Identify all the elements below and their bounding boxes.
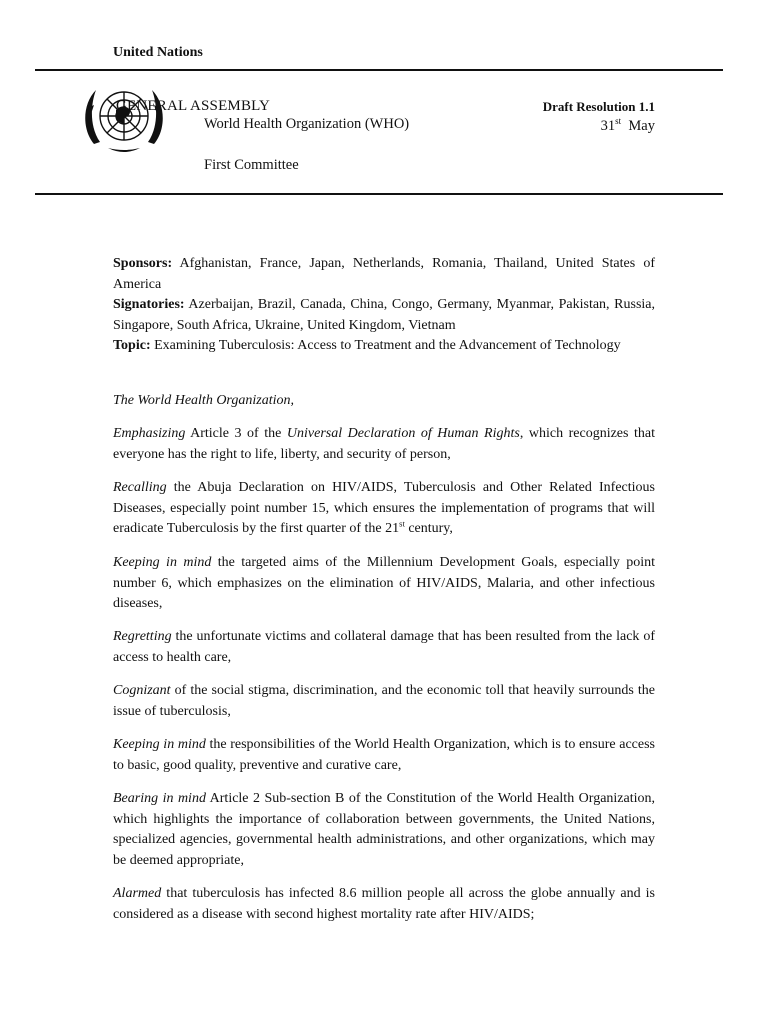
clause-text: the Abuja Declaration on HIV/AIDS, Tuberculosis and Other Related Infectious Diseases, especially point number 15, which ensures the implementation of programs that will eradicate Tuberculosis by the first quarter of the 21 bbox=[113, 480, 655, 536]
clause-lead: Cognizant bbox=[113, 683, 171, 698]
clause-keeping-in-mind-1 bbox=[113, 553, 655, 615]
clause-text: Article 2 Sub-section B of the Constitution of the World Health Organization, which highlights the importance of collaboration between governments, the United Nations, specialized agencies, governmental health administrations, and other organizations, which may be deemed appropriate, bbox=[113, 791, 656, 868]
clause-lead: Regretting bbox=[113, 629, 172, 644]
date-suffix: st bbox=[615, 116, 622, 126]
committee-name: First Committee bbox=[204, 157, 299, 173]
date-day: 31 bbox=[600, 117, 616, 134]
clause-recalling bbox=[113, 478, 655, 540]
clause-lead: Alarmed bbox=[113, 886, 162, 901]
clause-lead: Emphasizing bbox=[113, 426, 186, 441]
signatories-label: Signatories: bbox=[113, 297, 185, 312]
clause-text: the unfortunate victims and collateral damage that has been resulted from the lack of access to health care, bbox=[113, 629, 655, 665]
topic-text: Examining Tuberculosis: Access to Treatment and the Advancement of Technology bbox=[154, 338, 621, 353]
signatories-list: Azerbaijan, Brazil, Canada, China, Congo, Germany, Myanmar, Pakistan, Russia, Singapore, South Africa, Ukraine, United Kingdom, Vietnam bbox=[113, 297, 655, 333]
sponsors-label: Sponsors: bbox=[113, 256, 173, 271]
clause-doc-title: Universal Declaration of Human Rights bbox=[286, 426, 520, 441]
resolution-date bbox=[601, 116, 655, 135]
clause-alarmed bbox=[113, 884, 655, 925]
clause-sup: st bbox=[399, 518, 405, 529]
assembly-title: GENERAL ASSEMBLY bbox=[116, 98, 271, 114]
clause-text: the targeted aims of the Millennium Development Goals, especially point number 6, which emphasizes on the elimination of HIV/AIDS, Malaria, and other infectious diseases, bbox=[113, 555, 655, 611]
clause-regretting bbox=[113, 627, 655, 668]
signatories-line bbox=[113, 295, 655, 336]
clause-text: , which recognizes that everyone has the right to life, liberty, and security of person, bbox=[113, 426, 656, 462]
org-title: United Nations bbox=[113, 45, 203, 60]
clause-keeping-in-mind-2 bbox=[113, 735, 655, 776]
clause-lead: Keeping in mind bbox=[113, 555, 212, 570]
intro-line: The World Health Organization, bbox=[113, 393, 294, 408]
clause-cognizant bbox=[113, 681, 655, 722]
header-rule-top bbox=[35, 69, 723, 71]
clause-text: of the social stigma, discrimination, and the economic toll that heavily surrounds the issue of tuberculosis, bbox=[113, 683, 655, 719]
clause-lead: Recalling bbox=[113, 480, 167, 495]
clause-text: the responsibilities of the World Health Organization, which is to ensure access to basic, good quality, preventive and curative care, bbox=[113, 737, 655, 773]
assembly-name bbox=[116, 98, 270, 115]
clause-text: Article 3 of the bbox=[185, 426, 287, 441]
clause-text: century, bbox=[404, 521, 453, 536]
clause-text: that tuberculosis has infected 8.6 million people all across the globe annually and is considered as a disease with second highest mortality rate after HIV/AIDS; bbox=[113, 886, 655, 922]
clause-lead: Bearing in mind bbox=[113, 791, 206, 806]
organization-name: World Health Organization (WHO) bbox=[204, 116, 410, 132]
draft-resolution-label: Draft Resolution 1.1 bbox=[542, 99, 655, 114]
clause-bearing-in-mind bbox=[113, 789, 655, 871]
date-month: May bbox=[628, 117, 655, 134]
topic-line bbox=[113, 336, 655, 357]
clause-emphasizing bbox=[113, 424, 655, 465]
sponsors-line bbox=[113, 254, 655, 295]
un-emblem-icon bbox=[78, 80, 170, 160]
sponsors-list: Afghanistan, France, Japan, Netherlands, Romania, Thailand, United States of America bbox=[113, 256, 656, 292]
clause-lead: Keeping in mind bbox=[113, 737, 206, 752]
header-rule-bottom bbox=[35, 193, 723, 195]
topic-label: Topic: bbox=[113, 338, 151, 353]
